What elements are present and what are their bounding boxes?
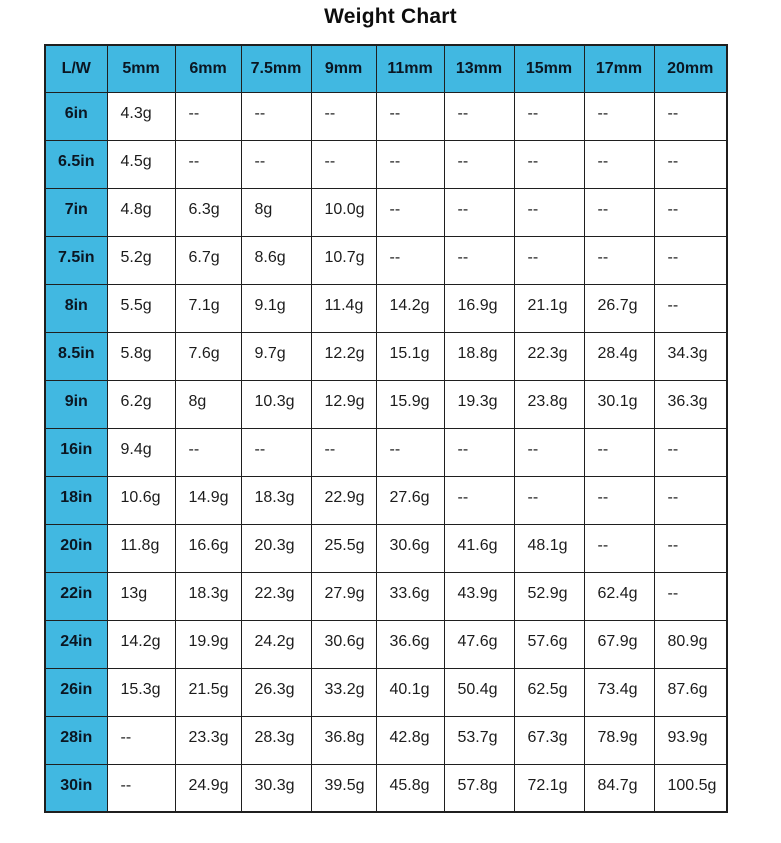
- table-cell: 13g: [107, 572, 175, 620]
- table-cell: --: [654, 572, 727, 620]
- table-cell: --: [654, 140, 727, 188]
- table-cell: 14.9g: [175, 476, 241, 524]
- table-cell: --: [584, 92, 654, 140]
- table-cell: --: [584, 524, 654, 572]
- table-cell: --: [584, 236, 654, 284]
- column-header: 15mm: [514, 45, 584, 92]
- row-header: 6in: [45, 92, 107, 140]
- table-row: [45, 620, 727, 668]
- column-header: 20mm: [654, 45, 727, 92]
- table-cell: --: [444, 188, 514, 236]
- row-header: 26in: [45, 668, 107, 716]
- table-cell: --: [311, 140, 376, 188]
- table-cell: --: [107, 764, 175, 812]
- table-cell: 30.3g: [241, 764, 311, 812]
- table-cell: 93.9g: [654, 716, 727, 764]
- table-cell: 22.9g: [311, 476, 376, 524]
- row-header: 7.5in: [45, 236, 107, 284]
- table-row: [45, 524, 727, 572]
- table-cell: 34.3g: [654, 332, 727, 380]
- page-title: Weight Chart: [324, 5, 457, 28]
- row-header: 9in: [45, 380, 107, 428]
- corner-header: L/W: [45, 45, 107, 92]
- table-cell: 28.3g: [241, 716, 311, 764]
- table-cell: --: [444, 236, 514, 284]
- table-row: [45, 764, 727, 812]
- table-cell: 16.9g: [444, 284, 514, 332]
- table-row: [45, 284, 727, 332]
- table-cell: --: [376, 188, 444, 236]
- table-cell: 12.2g: [311, 332, 376, 380]
- table-cell: 27.6g: [376, 476, 444, 524]
- table-cell: 26.7g: [584, 284, 654, 332]
- table-cell: 73.4g: [584, 668, 654, 716]
- table-cell: 10.0g: [311, 188, 376, 236]
- table-cell: --: [654, 476, 727, 524]
- table-cell: 50.4g: [444, 668, 514, 716]
- table-cell: 11.8g: [107, 524, 175, 572]
- table-cell: 26.3g: [241, 668, 311, 716]
- table-cell: --: [311, 92, 376, 140]
- table-cell: 30.6g: [311, 620, 376, 668]
- table-cell: --: [654, 524, 727, 572]
- row-header: 8in: [45, 284, 107, 332]
- table-cell: 11.4g: [311, 284, 376, 332]
- table-cell: 5.5g: [107, 284, 175, 332]
- column-header: 13mm: [444, 45, 514, 92]
- table-cell: --: [584, 140, 654, 188]
- table-cell: 14.2g: [376, 284, 444, 332]
- table-cell: --: [376, 92, 444, 140]
- table-cell: --: [444, 140, 514, 188]
- table-cell: --: [444, 476, 514, 524]
- table-cell: 19.9g: [175, 620, 241, 668]
- table-cell: 9.7g: [241, 332, 311, 380]
- table-cell: 40.1g: [376, 668, 444, 716]
- table-cell: 15.3g: [107, 668, 175, 716]
- table-cell: --: [654, 284, 727, 332]
- row-header: 6.5in: [45, 140, 107, 188]
- table-cell: 6.7g: [175, 236, 241, 284]
- table-cell: 33.2g: [311, 668, 376, 716]
- table-cell: 6.2g: [107, 380, 175, 428]
- table-cell: --: [444, 92, 514, 140]
- row-header: 8.5in: [45, 332, 107, 380]
- table-cell: --: [376, 140, 444, 188]
- table-cell: --: [514, 428, 584, 476]
- table-row: [45, 668, 727, 716]
- table-cell: 7.1g: [175, 284, 241, 332]
- table-cell: 18.3g: [175, 572, 241, 620]
- table-row: [45, 716, 727, 764]
- table-cell: 45.8g: [376, 764, 444, 812]
- table-cell: 57.6g: [514, 620, 584, 668]
- table-cell: --: [514, 476, 584, 524]
- table-cell: 33.6g: [376, 572, 444, 620]
- table-cell: 48.1g: [514, 524, 584, 572]
- table-cell: --: [584, 428, 654, 476]
- table-cell: 4.8g: [107, 188, 175, 236]
- table-cell: 80.9g: [654, 620, 727, 668]
- header-row: [45, 45, 727, 92]
- column-header: 5mm: [107, 45, 175, 92]
- table-cell: 7.6g: [175, 332, 241, 380]
- table-cell: --: [444, 428, 514, 476]
- table-cell: --: [175, 428, 241, 476]
- table-row: [45, 188, 727, 236]
- row-header: 16in: [45, 428, 107, 476]
- table-cell: 87.6g: [654, 668, 727, 716]
- table-cell: 15.9g: [376, 380, 444, 428]
- table-cell: 22.3g: [241, 572, 311, 620]
- table-cell: 41.6g: [444, 524, 514, 572]
- table-row: [45, 572, 727, 620]
- table-cell: 19.3g: [444, 380, 514, 428]
- table-cell: 52.9g: [514, 572, 584, 620]
- table-cell: 100.5g: [654, 764, 727, 812]
- table-cell: 57.8g: [444, 764, 514, 812]
- table-cell: 18.3g: [241, 476, 311, 524]
- table-cell: 8.6g: [241, 236, 311, 284]
- table-cell: --: [514, 188, 584, 236]
- table-cell: 47.6g: [444, 620, 514, 668]
- table-cell: --: [376, 428, 444, 476]
- table-row: [45, 476, 727, 524]
- table-cell: 8g: [175, 380, 241, 428]
- table-cell: --: [107, 716, 175, 764]
- column-header: 7.5mm: [241, 45, 311, 92]
- table-cell: 14.2g: [107, 620, 175, 668]
- table-cell: 21.5g: [175, 668, 241, 716]
- table-cell: 67.9g: [584, 620, 654, 668]
- table-cell: 36.6g: [376, 620, 444, 668]
- table-cell: 15.1g: [376, 332, 444, 380]
- table-cell: --: [376, 236, 444, 284]
- table-cell: 78.9g: [584, 716, 654, 764]
- table-cell: --: [311, 428, 376, 476]
- table-cell: 4.5g: [107, 140, 175, 188]
- table-cell: 23.8g: [514, 380, 584, 428]
- table-header: [45, 45, 727, 92]
- table-cell: --: [514, 140, 584, 188]
- table-cell: 72.1g: [514, 764, 584, 812]
- table-cell: 10.6g: [107, 476, 175, 524]
- table-cell: 36.8g: [311, 716, 376, 764]
- table-cell: 84.7g: [584, 764, 654, 812]
- table-cell: 24.2g: [241, 620, 311, 668]
- row-header: 20in: [45, 524, 107, 572]
- table-cell: 67.3g: [514, 716, 584, 764]
- column-header: 11mm: [376, 45, 444, 92]
- table-cell: 16.6g: [175, 524, 241, 572]
- table-row: [45, 332, 727, 380]
- row-header: 28in: [45, 716, 107, 764]
- table-cell: 24.9g: [175, 764, 241, 812]
- table-cell: --: [241, 428, 311, 476]
- table-cell: 18.8g: [444, 332, 514, 380]
- table-cell: 28.4g: [584, 332, 654, 380]
- table-cell: --: [514, 236, 584, 284]
- table-cell: --: [654, 92, 727, 140]
- table-cell: --: [175, 92, 241, 140]
- table-row: [45, 380, 727, 428]
- table-cell: --: [514, 92, 584, 140]
- table-row: [45, 428, 727, 476]
- table-cell: 42.8g: [376, 716, 444, 764]
- table-cell: 27.9g: [311, 572, 376, 620]
- table-cell: 20.3g: [241, 524, 311, 572]
- table-cell: 23.3g: [175, 716, 241, 764]
- table-cell: --: [654, 188, 727, 236]
- table-cell: --: [241, 92, 311, 140]
- table-cell: 12.9g: [311, 380, 376, 428]
- table-cell: 62.4g: [584, 572, 654, 620]
- table-cell: 22.3g: [514, 332, 584, 380]
- table-cell: 10.3g: [241, 380, 311, 428]
- table-cell: --: [584, 476, 654, 524]
- table-cell: 30.1g: [584, 380, 654, 428]
- row-header: 18in: [45, 476, 107, 524]
- column-header: 9mm: [311, 45, 376, 92]
- table-cell: 21.1g: [514, 284, 584, 332]
- table-cell: --: [654, 428, 727, 476]
- row-header: 22in: [45, 572, 107, 620]
- column-header: 6mm: [175, 45, 241, 92]
- table-row: [45, 140, 727, 188]
- table-cell: 25.5g: [311, 524, 376, 572]
- table-row: [45, 92, 727, 140]
- table-cell: --: [175, 140, 241, 188]
- table-cell: --: [241, 140, 311, 188]
- row-header: 30in: [45, 764, 107, 812]
- table-cell: 62.5g: [514, 668, 584, 716]
- table-row: [45, 236, 727, 284]
- table-cell: 9.1g: [241, 284, 311, 332]
- table-cell: 5.8g: [107, 332, 175, 380]
- table-cell: 30.6g: [376, 524, 444, 572]
- table-cell: 6.3g: [175, 188, 241, 236]
- table-cell: 8g: [241, 188, 311, 236]
- weight-chart-table: [44, 44, 728, 813]
- table-cell: --: [584, 188, 654, 236]
- table-cell: 53.7g: [444, 716, 514, 764]
- table-cell: 4.3g: [107, 92, 175, 140]
- table-cell: 9.4g: [107, 428, 175, 476]
- table-cell: 43.9g: [444, 572, 514, 620]
- row-header: 24in: [45, 620, 107, 668]
- table-cell: 10.7g: [311, 236, 376, 284]
- table-cell: 5.2g: [107, 236, 175, 284]
- row-header: 7in: [45, 188, 107, 236]
- column-header: 17mm: [584, 45, 654, 92]
- table-cell: --: [654, 236, 727, 284]
- table-cell: 36.3g: [654, 380, 727, 428]
- table-body: [45, 92, 727, 812]
- table-cell: 39.5g: [311, 764, 376, 812]
